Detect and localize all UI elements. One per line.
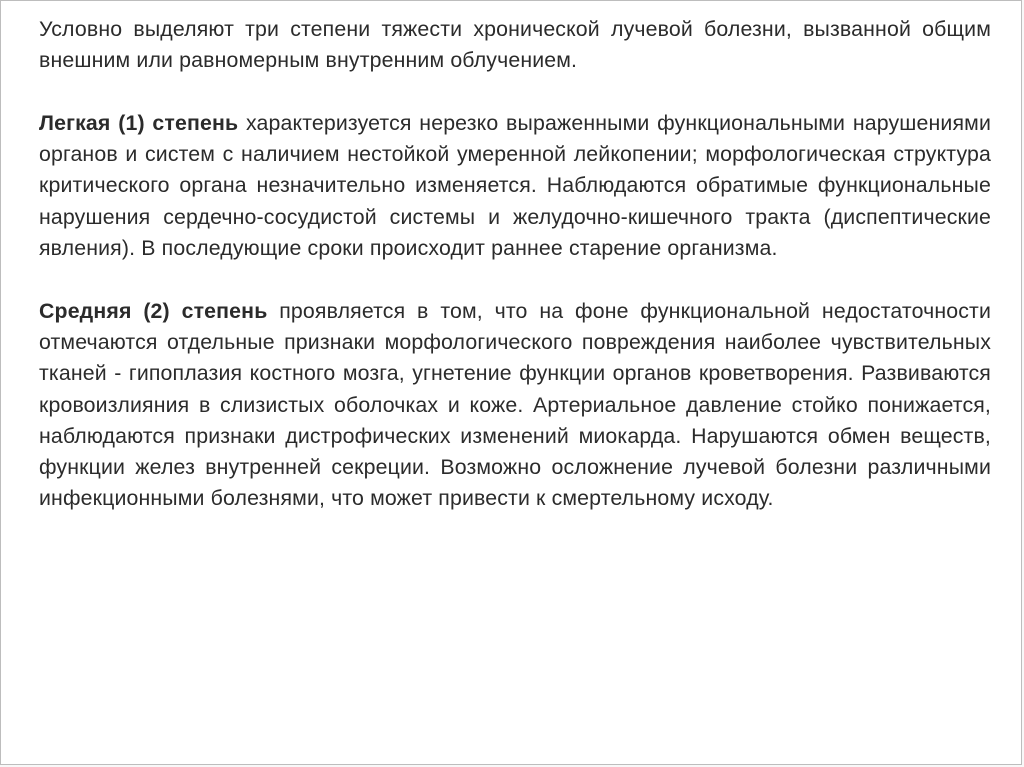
intro-paragraph	[39, 14, 991, 77]
mild-degree-text: характеризуется нерезко выраженными функциональными нарушениями органов и систем с наличием нестойкой умеренной лейкопении; морфологическая структура критического органа незначительно изменяется. Наблюдаются обратимые функциональные нарушения сердечно-сосудистой системы и желудочно-кишечного тракта (диспептические явления). В последующие сроки происходит раннее старение организма.	[39, 110, 991, 261]
moderate-degree-paragraph	[39, 296, 991, 515]
mild-degree-paragraph	[39, 108, 991, 264]
intro-paragraph-text: Условно выделяют три степени тяжести хронической лучевой болезни, вызванной общим внешним или равномерным внутренним облучением.	[39, 17, 991, 73]
mild-degree-heading: Легкая (1) степень	[39, 110, 239, 135]
moderate-degree-heading: Средняя (2) степень	[39, 298, 268, 323]
moderate-degree-text: проявляется в том, что на фоне функциональной недостаточности отмечаются отдельные признаки морфологического повреждения наиболее чувствительных тканей - гипоплазия костного мозга, угнетение функции органов кроветворения. Развиваются кровоизлияния в слизистых оболочках и коже. Артериальное давление стойко понижается, наблюдаются признаки дистрофических изменений миокарда. Нарушаются обмен веществ, функции желез внутренней секреции. Возможно осложнение лучевой болезни различными инфекционными болезнями, что может привести к смертельному исходу.	[39, 298, 991, 511]
slide-text-body	[39, 14, 991, 515]
